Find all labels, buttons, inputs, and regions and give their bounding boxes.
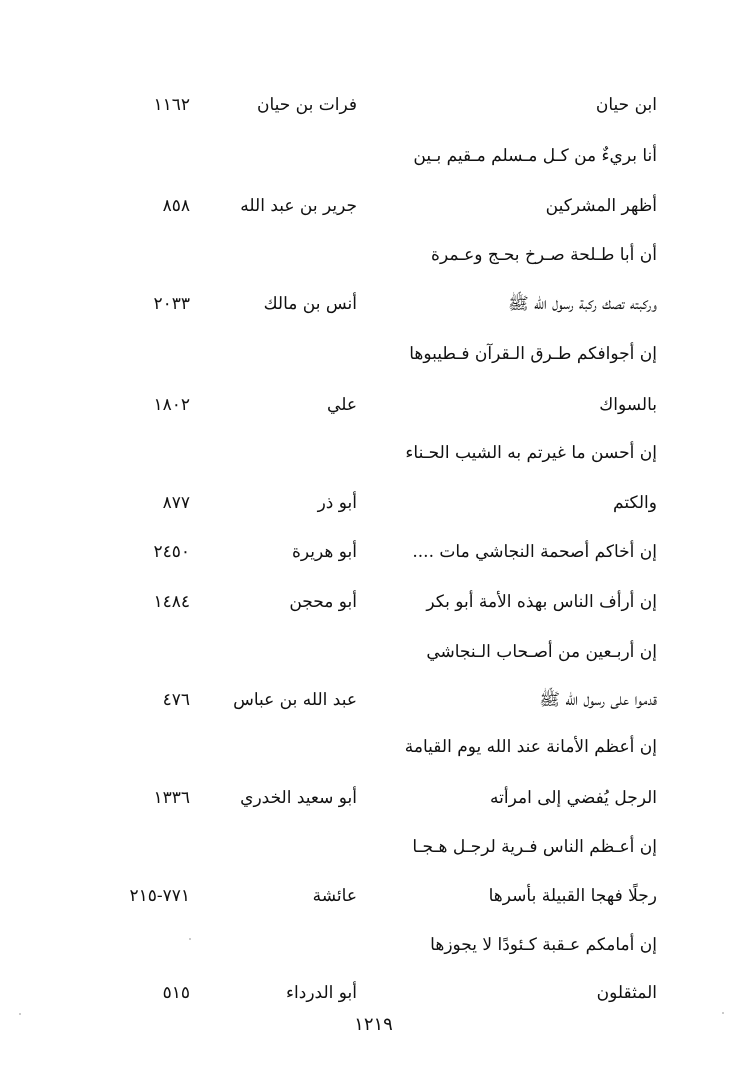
entry-row	[0, 85, 747, 125]
hadith-text: قدموا على رسول الله ﷺ	[539, 690, 657, 710]
narrator: فرات بن حيان	[256, 95, 357, 115]
entry-row	[0, 483, 747, 523]
entry-row	[0, 727, 747, 767]
hadith-number: ١١٦٢	[153, 95, 190, 115]
entry-row	[0, 827, 747, 867]
hadith-text: والكتم	[613, 493, 657, 513]
entry-row	[0, 925, 747, 965]
hadith-text: رجلًا فهجا القبيلة بأسرها	[488, 886, 657, 906]
entry-row	[0, 186, 747, 226]
scan-speck	[722, 1012, 724, 1014]
hadith-number: ٥١٥	[162, 983, 190, 1003]
entry-row	[0, 680, 747, 720]
narrator: أبو هريرة	[291, 542, 357, 562]
scan-speck	[189, 938, 191, 940]
entry-row	[0, 582, 747, 622]
hadith-text: الرجل يُفضي إلى امرأته	[490, 788, 657, 808]
hadith-number	[95, 433, 190, 473]
narrator	[187, 827, 357, 867]
hadith-text: إن أخاكم أصحمة النجاشي مات ....	[412, 542, 657, 562]
hadith-text: إن أرأف الناس بهذه الأمة أبو بكر	[426, 592, 657, 612]
entry-row	[0, 973, 747, 1013]
entry-row	[0, 532, 747, 572]
hadith-text: أنا بريءٌ من كـل مـسلم مـقيم بـين	[413, 146, 657, 166]
hadith-number: ٨٥٨	[162, 196, 190, 216]
entry-row	[0, 632, 747, 672]
hadith-text: إن أجوافكم طـرق الـقرآن فـطيبوها	[409, 344, 657, 364]
narrator	[187, 925, 357, 965]
page-number: ١٢١٩	[354, 1014, 393, 1035]
entry-row	[0, 334, 747, 374]
entry-row	[0, 284, 747, 324]
hadith-number	[95, 925, 190, 965]
entry-row	[0, 385, 747, 425]
hadith-text: إن أمامكم عـقبة كـئودًا لا يجوزها	[430, 935, 657, 955]
hadith-text: إن أعظم الأمانة عند الله يوم القيامة	[404, 737, 657, 757]
hadith-number	[95, 136, 190, 176]
narrator	[187, 334, 357, 374]
hadith-number: ٢٤٥٠	[153, 542, 190, 562]
hadith-text: وركبته تصك ركبة رسول الله ﷺ	[508, 294, 657, 314]
hadith-text: المثقلون	[596, 983, 657, 1003]
entry-row	[0, 235, 747, 275]
hadith-number: ١٣٣٦	[153, 788, 190, 808]
narrator: علي	[327, 395, 357, 415]
hadith-text: أن أبا طـلحة صـرخ بحـج وعـمرة	[431, 245, 657, 265]
hadith-number: ٤٧٦	[162, 690, 190, 710]
narrator	[187, 235, 357, 275]
entry-row	[0, 778, 747, 818]
scan-speck	[19, 1013, 21, 1015]
narrator: عبد الله بن عباس	[233, 690, 357, 710]
hadith-number	[95, 235, 190, 275]
hadith-number: ١٤٨٤	[153, 592, 190, 612]
hadith-text: إن أحسن ما غيرتم به الشيب الحـناء	[405, 443, 657, 463]
hadith-text: ابن حيان	[595, 95, 657, 115]
hadith-number	[95, 334, 190, 374]
narrator: أنس بن مالك	[263, 294, 357, 314]
hadith-number: ١٨٠٢	[153, 395, 190, 415]
narrator	[187, 632, 357, 672]
entry-row	[0, 136, 747, 176]
hadith-number	[95, 727, 190, 767]
narrator	[187, 727, 357, 767]
hadith-number	[95, 827, 190, 867]
narrator: أبو سعيد الخدري	[240, 788, 357, 808]
narrator: أبو ذر	[317, 493, 357, 513]
entry-row	[0, 876, 747, 916]
hadith-text: أظهر المشركين	[545, 196, 657, 216]
narrator	[187, 433, 357, 473]
hadith-text: إن أعـظم الناس فـرية لرجـل هـجـا	[412, 837, 657, 857]
narrator: أبو محجن	[289, 592, 357, 612]
narrator: أبو الدرداء	[286, 983, 357, 1003]
hadith-text: إن أربـعين من أصـحاب الـنجاشي	[426, 642, 657, 662]
hadith-text: بالسواك	[599, 395, 657, 415]
hadith-number: ٨٧٧	[162, 493, 190, 513]
narrator: عائشة	[312, 886, 357, 906]
hadith-number	[95, 632, 190, 672]
hadith-number: ٢٠٣٣	[153, 294, 190, 314]
entry-row	[0, 433, 747, 473]
hadith-number: ٧٧١-٢١٥	[129, 886, 190, 906]
narrator: جرير بن عبد الله	[240, 196, 357, 216]
narrator	[187, 136, 357, 176]
